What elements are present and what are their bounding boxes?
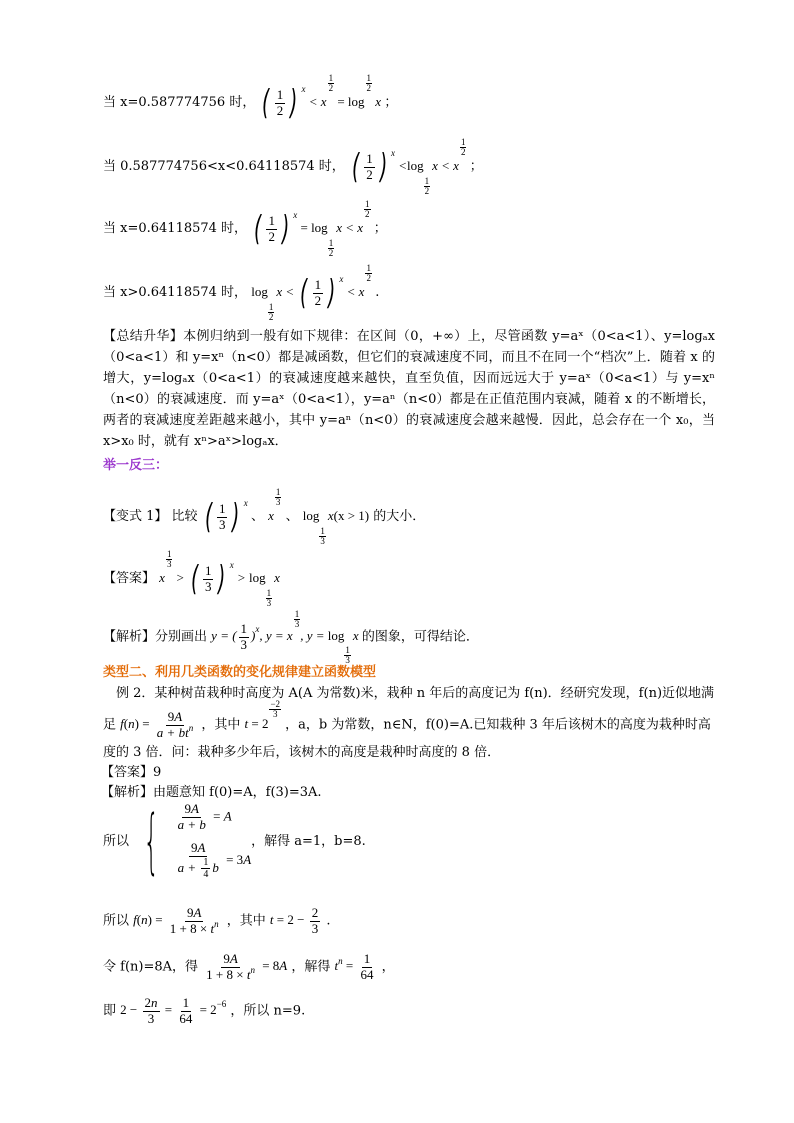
system-equations: $\frac{9A}{a + b}$ = A 9A a + $\frac{1}{4}$ b = 3A xyxy=(177,801,252,881)
let-line xyxy=(103,952,395,983)
case-3-text: 当 x=0.64118574 时， xyxy=(103,220,248,236)
variant-post: 的大小． xyxy=(373,508,426,524)
system-solved: ，解得 a=1，b=8. xyxy=(251,833,366,849)
analysis-1-pre: 分别画出 xyxy=(155,629,208,645)
variant-condition: (x > 1) xyxy=(333,507,370,523)
case-3-formula: ( $\frac{1}{2}$ ) $^x$ = log $\frac{1}{2}$ x < x $\frac{1}{2}$ xyxy=(254,199,370,258)
example-2-line-1 xyxy=(103,687,714,700)
answer-1-label: 【答案】 xyxy=(103,570,156,586)
case-1-semicolon: ； xyxy=(384,94,398,110)
example-2-formula-f: f(n) = $\frac{9A}{a + bt^n}$ xyxy=(120,709,194,740)
variant-expr-3: log $\frac{1}{3}$ x xyxy=(302,507,334,546)
equation-system xyxy=(103,802,366,881)
conclusion-formula: 2 − $\frac{2n}{3}$ = $\frac{1}{64}$ = $2^{-6}$ xyxy=(120,995,227,1026)
answer-1 xyxy=(103,549,280,608)
analysis-1-label: 【解析】 xyxy=(103,629,156,645)
system-so: 所以 xyxy=(103,833,130,849)
solve-t-text: ，解得 xyxy=(291,959,331,975)
example-2-p2-mid: ，其中 xyxy=(201,717,241,733)
case-1-formula: ( $\frac{1}{2}$ ) $^x$ < x $\frac{1}{2}$ = log $\frac{1}{2}$ x xyxy=(262,73,385,123)
tn-formula: $t^n$ = $\frac{1}{64}$ xyxy=(334,951,374,982)
variant-expr-1: ( $\frac{1}{3}$ ) $^x$ xyxy=(204,497,248,537)
case-2-text: 当 0.587774756<x<0.64118574 时， xyxy=(103,158,345,174)
summary-label: 【总结升华】 xyxy=(103,329,184,344)
left-brace: { xyxy=(143,800,160,883)
answer-2-value: 9 xyxy=(153,765,162,780)
practice-heading: 举一反三： xyxy=(103,458,169,473)
let-comma: ， xyxy=(381,959,395,975)
conclusion-text: ，所以 n=9. xyxy=(230,1003,306,1019)
variant-1 xyxy=(103,487,426,546)
case-4-text: 当 x>0.64118574 时， xyxy=(103,284,248,300)
example-2-line-3 xyxy=(103,746,500,759)
case-4-formula: log $\frac{1}{2}$ x < ( $\frac{1}{2}$ ) $^x$ < x $\frac{1}{2}$ xyxy=(251,263,371,322)
example-2-formula-t: t = 2 $\frac{-2}{3}$ xyxy=(244,699,281,732)
let-text: 令 f(n)=8A，得 xyxy=(103,959,199,975)
case-line-1 xyxy=(103,73,398,123)
example-2-p1: 例 2．某种树苗栽种时高度为 A(A 为常数)米，栽种 n 年后的高度记为 f(n)．经研究发现，f(n)近似地满 xyxy=(116,686,715,701)
answer-1-formula: x $\frac{1}{3}$ > ( $\frac{1}{3}$ ) $^x$ > log $\frac{1}{3}$ x xyxy=(159,549,280,608)
fn-where: ，其中 xyxy=(226,913,266,929)
analysis-2-label: 【解析】 xyxy=(101,785,154,800)
variant-sep-1: 、 xyxy=(250,508,264,524)
ji-text: 即 xyxy=(103,1003,117,1019)
variant-label: 【变式 1】 xyxy=(103,508,168,524)
answer-2 xyxy=(101,766,161,779)
section-heading: 类型二、利用几类函数的变化规律建立函数模型 xyxy=(103,665,377,680)
let-formula: $\frac{9A}{1 + 8 \times t^n}$ = 8A xyxy=(206,951,288,982)
conclusion-line xyxy=(103,996,305,1027)
variant-pre: 比较 xyxy=(171,508,198,524)
example-2-p2-post: ，a，b 为常数，n∈N，f(0)=A.已知栽种 3 年后该树木的高度为栽种时高 xyxy=(285,717,711,733)
variant-sep-2: 、 xyxy=(285,508,299,524)
case-2-formula: ( $\frac{1}{2}$ ) $^x$ <log $\frac{1}{2}$ x < x $\frac{1}{2}$ xyxy=(351,137,466,196)
variant-expr-2: x $\frac{1}{3}$ xyxy=(268,487,281,523)
case-2-semicolon: ； xyxy=(469,158,483,174)
analysis-1-formula: y = ( $\frac{1}{3}$ )$^x$, y = x $\frac{1}{3}$ , y = log $\frac{1}{3}$ x xyxy=(211,609,362,665)
t-period: . xyxy=(326,913,331,929)
t-formula: t = 2 − $\frac{2}{3}$ xyxy=(269,905,319,936)
analysis-1-post: 的图象，可得结论． xyxy=(361,629,479,645)
fn-so: 所以 xyxy=(103,913,130,929)
example-2-p2-pre: 足 xyxy=(103,717,117,733)
example-2-p3: 度的 3 倍．问：栽种多少年后，该树木的高度是栽种时高度的 8 倍． xyxy=(103,745,501,760)
answer-2-label: 【答案】 xyxy=(101,765,154,780)
example-2-line-2 xyxy=(103,699,711,741)
case-line-3 xyxy=(103,199,387,258)
case-3-semicolon: ； xyxy=(373,220,387,236)
case-4-period: . xyxy=(375,284,380,300)
case-line-2 xyxy=(103,137,483,196)
f-of-n-line xyxy=(103,906,330,937)
case-line-4 xyxy=(103,263,380,322)
analysis-2-text: 由题意知 f(0)=A，f(3)=3A. xyxy=(153,785,322,800)
summary-paragraph xyxy=(103,326,715,452)
summary-text: 本例归纳到一般有如下规律：在区间（0，+∞）上，尽管函数 y=aˣ（0<a<1）、y=logₐx（0<a<1）和 y=xⁿ（n<0）都是减函数，但它们的衰减速度不同，而且不在同一个“档次”上．随着 x 的增大，y=logₐx（0<a<1）的衰减速度越来越快，直至负值，因而远远大于 y=aˣ（0<a<1）与 y=xⁿ（n<0）的衰减速度．而 y=aˣ（0<a<1），y=aⁿ（n<0）都是在正值范围内衰减，随着 x 的不断增长，两者的衰减速度差距越来越小，其中 y=aⁿ（n<0）的衰减速度会越来越慢．因此，总会存在一个 x₀，当 x>x₀ 时，就有 xⁿ>aˣ>logₐx． xyxy=(103,329,715,449)
case-1-text: 当 x=0.587774756 时， xyxy=(103,94,256,110)
analysis-2 xyxy=(101,786,322,799)
fn-formula: f(n) = $\frac{9A}{1 + 8 \times t^n}$ xyxy=(133,905,219,936)
analysis-1 xyxy=(103,609,479,665)
